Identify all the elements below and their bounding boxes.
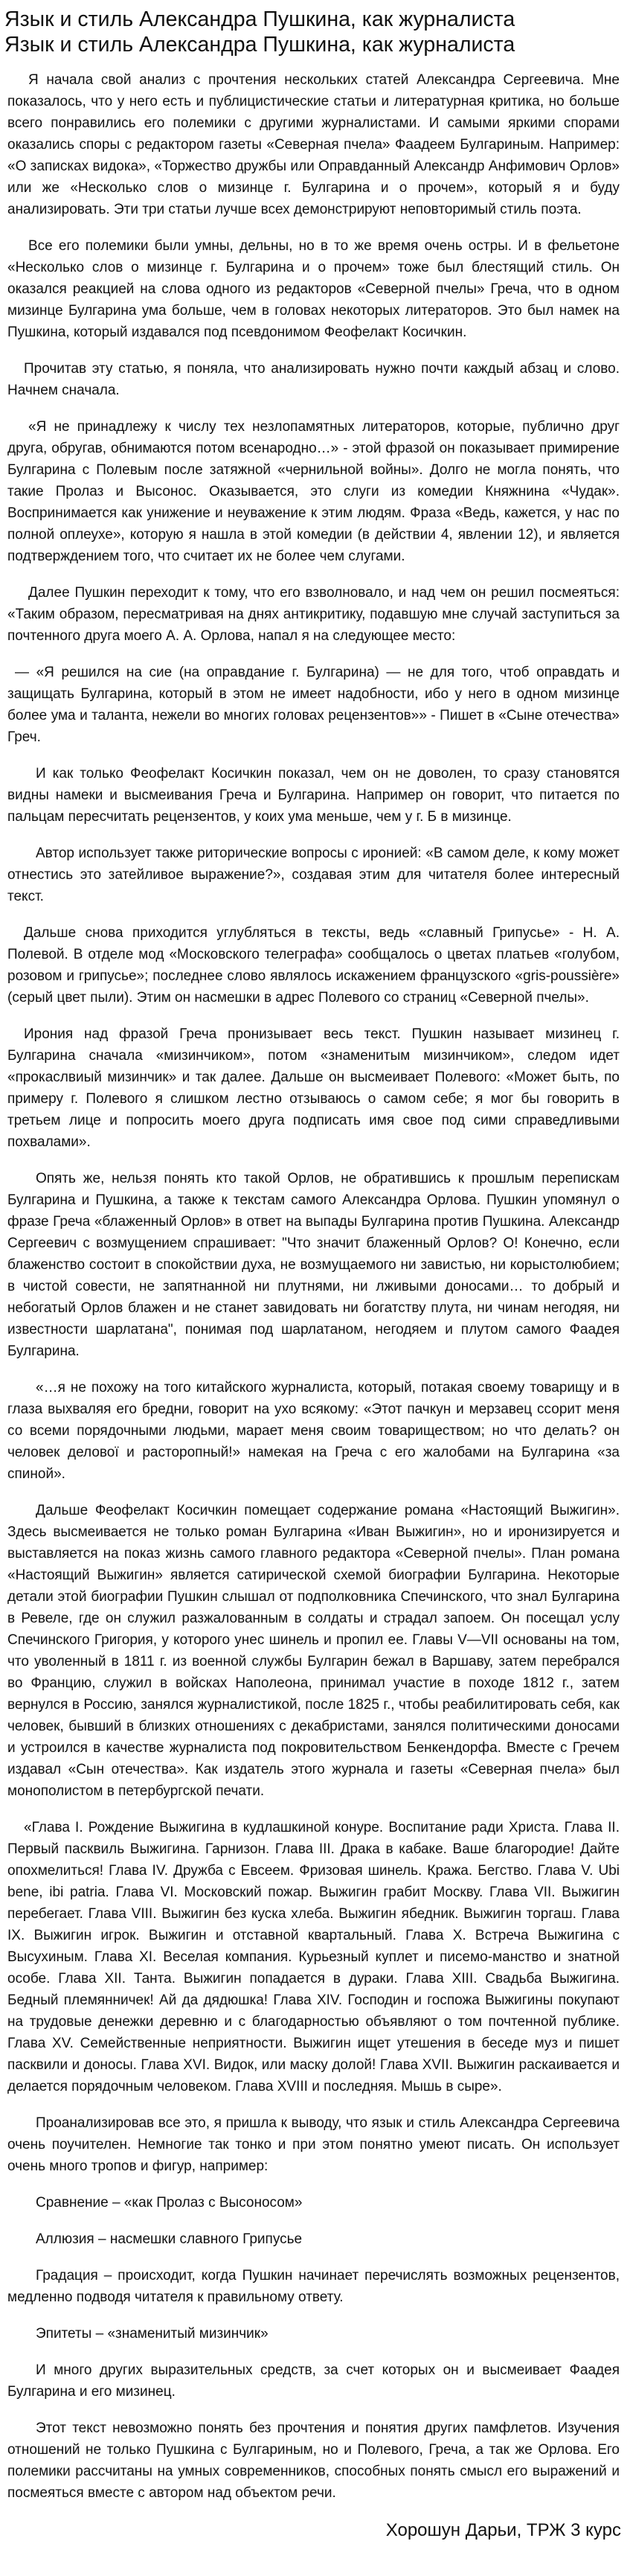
paragraph-irony: Ирония над фразой Греча пронизывает весь текст. Пушкин называет мизинец г. Булгарина сначала «мизинчиком», потом «знаменитым мизинчиком», следом идет «прокаслвиый мизинчик» и так далее. Дальше он высмеивает Полевого: «Может быть, по примеру г. Полевого я слишком лестно отзываюсь о самом себе; я мог бы говорить в третьем лице и попросить моего друга подписать имя свое под сими справедливыми похвалами». [7, 1026, 620, 1150]
figure-comparison: Сравнение – «как Пролаз с Высоносом» [36, 2195, 303, 2211]
paragraph-gripusie: Дальше снова приходится углубляться в тексты, ведь «славный Грипусье» - Н. А. Полевой. В отделе мод «Московского телеграфа» сообщалось о цветах платьев «голубом, розовом и грипусье»; последнее слово являлось искажением французского «gris-poussière» (серый цвет пыли). Этим он насмешки в адрес Полевого со страниц «Северной пчелы». [7, 925, 620, 1006]
author-signature: Хорошун Дарьи, ТРЖ 3 курс [385, 2520, 621, 2540]
paragraph-next: Далее Пушкин переходит к тому, что его взволновало, и над чем он решил посмеяться: «Таким образом, пересматривая на днях антикритику, подавшую мне случай заступиться за почтенного друга моего А. А. Орлова, напал я на следующее место: [7, 585, 620, 644]
paragraph-quote-1: «Я не принадлежу к числу тех незлопамятных литераторов, которые, публично друг друга, обругав, обнимаются потом всенародно…» - этой фразой он показывает примирение Булгарина с Полевым после затяжной «чернильной войны». Долго не могла понять, что такие Пролаз и Высонос. Оказывается, это слуги из комедии Княжнина «Чудак». Воспринимается как унижение и неуважение к этим людям. Фраза «Ведь, кажется, у нас по полной оплеухе», которую я нашла в этой комедии (в действии 4, явлении 12), и является подтверждением того, что считает их не более чем слугами. [7, 419, 620, 564]
figure-allusion: Аллюзия – насмешки славного Грипусье [36, 2231, 303, 2247]
paragraph-intro: Я начала свой анализ с прочтения нескольких статей Александра Сергеевича. Мне показалось, что у него есть и публицистические статьи и литературная критика, но больше всего понравились его полемики с другими журналистами. И самыми яркими спорами оказались споры с редактором газеты «Северная пчела» Фаадеем Булгариным. Например: «О записках видока», «Торжество дружбы или Оправданный Александр Анфимович Орлов» или же «Несколько слов о мизинце г. Булгарина и о прочем», который я и буду анализировать. Эти три статьи лучше всех демонстрируют неповторимый стиль поэта. [7, 72, 620, 217]
paragraph-orlov: Опять же, нельзя понять кто такой Орлов, не обратившись к прошлым перепискам Булгарина и Пушкина, а также к текстам самого Александра Орлова. Пушкин упомянул о фразе Греча «блаженный Орлов» в ответ на выпады Булгарина против Пушкина. Александр Сергеевич с возмущением спрашивает: "Что значит блаженный Орлов? О! Конечно, если блаженство состоит в спокойствии духа, не возмущаемого ни завистью, ни корыстолюбием; в чистой совести, не запятнанной ни плутнями, ни лживыми доносами… то добрый и небогатый Орлов блажен и не станет завидовать ни богатству плута, ни чинам негодяя, ни известности шарлатана", понимая под шарлатаном, негодяем и плутом самого Фаадея Булгарина. [7, 1171, 620, 1359]
paragraph-polemics: Все его полемики были умны, дельны, но в то же время очень остры. И в фельетоне «Несколько слов о мизинце г. Булгарина и о прочем» тоже был блестящий стиль. Он оказался реакцией на слова одного из редакторов «Северной пчелы» Греча, что в одном мизинце Булгарина ума больше, чем в головах некоторых литераторов. Это был намек на Пушкина, который издавался под псевдонимом Феофелакт Косичкин. [7, 238, 620, 340]
paragraph-reading: Прочитав эту статью, я поняла, что анализировать нужно почти каждый абзац и слово. Начнем сначала. [7, 361, 620, 398]
paragraph-vyzhigin: Дальше Феофелакт Косичкин помещает содержание романа «Настоящий Выжигин». Здесь высмеивается не только роман Булгарина «Иван Выжигин», но и иронизируется и выставляется на показ жизнь самого главного редактора «Северной пчелы». План романа «Настоящий Выжигин» является сатирической схемой биографии Булгарина. Некоторые детали этой биографии Пушкин слышал от подполковника Спечинского, что знал Булгарина в Ревеле, где он служил разжалованным в солдаты и страдал запоем. Он посещал услу Спечинского Григория, у которого унес шинель и пропил ее. Главы V—VII основаны на том, что уволенный в 1811 г. из военной службы Булгарин бежал в Варшаву, затем перебрался во Францию, служил в войсках Наполеона, принимал участие в походе 1812 г., затем вернулся в Россию, занялся журналистикой, после 1825 г., чтобы реабилитировать себя, как человек, бывший в близких отношениях с декабристами, занялся политическими доносами и устроился в качестве журналиста под покровительством Бенкендорфа. Вместе с Гречем издавал «Сын отечества». Как издатель этого журнала и газеты «Северная пчела» был монополистом в петербургской печати. [7, 1503, 620, 1799]
paragraph-feofelakt: И как только Феофелакт Косичкин показал, чем он не доволен, то сразу становятся видны намеки и высмеивания Греча и Булгарина. Например он говорит, что питается по пальцам пересчитать рецензентов, у коих ума меньше, чем у г. Б в мизинце. [7, 766, 620, 825]
figure-gradation: Градация – происходит, когда Пушкин начинает перечислять возможных рецензентов, медленно подводя читателя к правильному ответу. [7, 2268, 620, 2305]
paragraph-conclusion: Проанализировав все это, я пришла к выводу, что язык и стиль Александра Сергеевича очень поучителен. Немногие так тонко и при этом понятно умеют писать. Он использует очень много тропов и фигур, например: [7, 2115, 620, 2174]
paragraph-chapters: «Глава I. Рождение Выжигина в кудлашкиной конуре. Воспитание ради Христа. Глава II. Первый пасквиль Выжигина. Гарнизон. Глава III. Драка в кабаке. Ваше благородие! Дайте опохмелиться! Глава IV. Дружба с Евсеем. Фризовая шинель. Кража. Бегство. Глава V. Ubi bene, ibi patria. Глава VI. Московский пожар. Выжигин грабит Москву. Глава VII. Выжигин перебегает. Глава VIII. Выжигин без куска хлеба. Выжигин ябедник. Выжигин торгаш. Глава IX. Выжигин игрок. Выжигин и отставной квартальный. Глава X. Встреча Выжигина с Высухиным. Глава XI. Веселая компания. Курьезный куплет и писемо-манство и знатной особе. Глава XII. Танта. Выжигин попадается в дураки. Глава XIII. Свадьба Выжигина. Бедный племянничек! Ай да дядюшка! Глава XIV. Господин и госпожа Выжигины покупают на трудовые денежки деревню и с благодарностью объявляют о том почтенной публике. Глава XV. Семейственные неприятности. Выжигин ищет утешения в беседе муз и пишет пасквили и доносы. Глава XVI. Видок, или маску долой! Глава XVII. Выжигин раскаивается и делается порядочным человеком. Глава XVIII и последняя. Мышь в сыре». [7, 1820, 620, 2094]
paragraph-rhetoric: Автор использует также риторические вопросы с иронией: «В самом деле, к кому может отнестись это затейливое выражение?», создавая этим для читателя более интересный текст. [7, 846, 620, 904]
paragraph-chinese-journalist: «…я не похожу на того китайского журналиста, который, потакая своему товарищу и в глаза выхваляя его бредни, говорит на ухо всякому: «Этот пачкун и мерзавец ссорит меня со всеми порядочными людьми, марает меня своим товариществом; но что делать? он человек делової и расторопный!» намекая на Греча с его жалобами на Булгарина «за спиной». [7, 1380, 620, 1482]
paragraph-quote-2: — «Я решился на сие (на оправдание г. Булгарина) — не для того, чтоб оправдать и защищать Булгарина, который в этом не имеет надобности, ибо у него в одном мизинце более ума и таланта, нежели во многих головах рецензентов»» - Пишет в «Сыне отечества» Греч. [7, 665, 620, 745]
paragraph-other-means: И много других выразительных средств, за счет которых он и высмеивает Фаадея Булгарина и его мизинец. [7, 2362, 620, 2400]
page-title: Язык и стиль Александра Пушкина, как журналиста [4, 7, 515, 31]
article-body [0, 57, 630, 2504]
page-subtitle: Язык и стиль Александра Пушкина, как журналиста [4, 33, 515, 57]
paragraph-final: Этот текст невозможно понять без прочтения и понятия других памфлетов. Изучения отношений не только Пушкина с Булгариным, но и Полевого, Греча, а так же Орлова. Его полемики рассчитаны на умных современников, способных понять смысл его выражений и посмеяться вместе с автором над объектом речи. [7, 2420, 620, 2501]
figure-epithets: Эпитеты – «знаменитый мизинчик» [36, 2326, 269, 2342]
